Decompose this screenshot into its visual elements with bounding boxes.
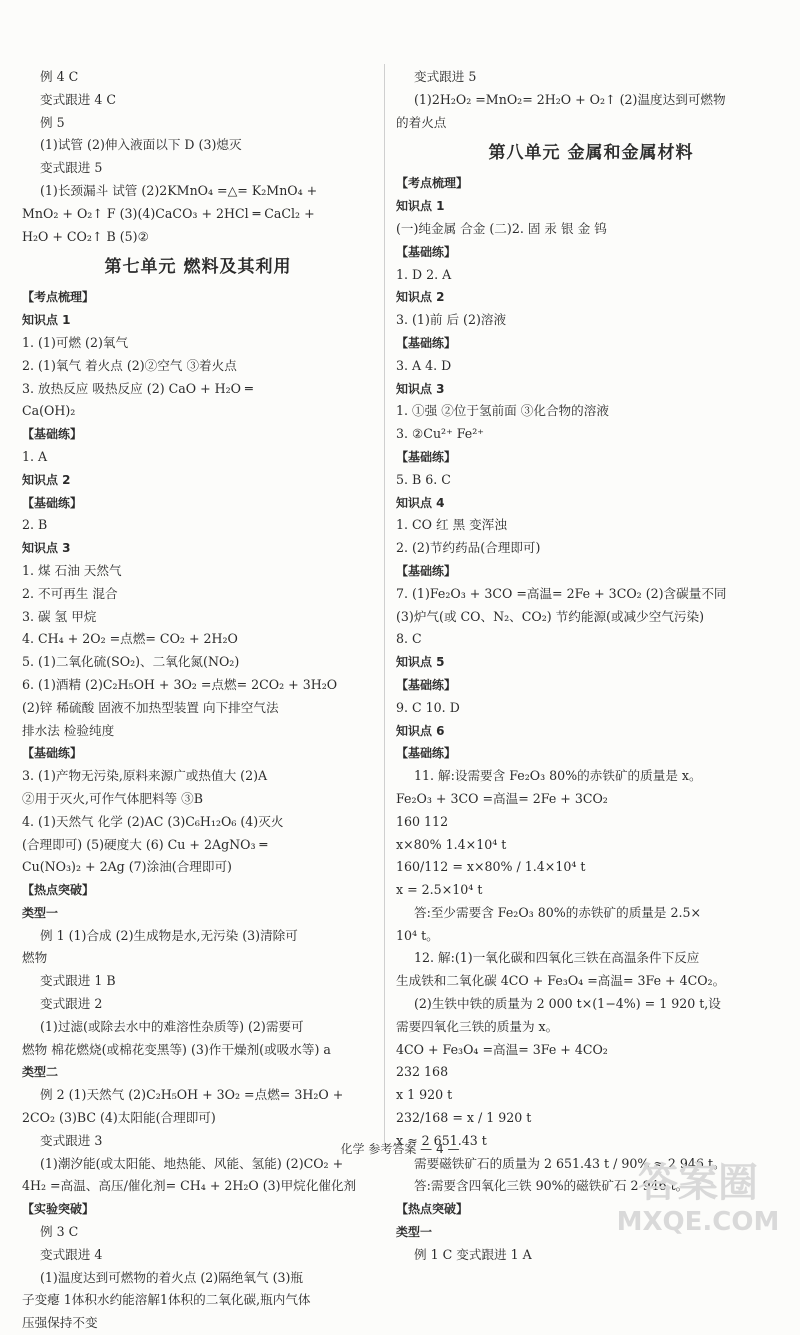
- answer-line: 232/168 = x / 1 920 t: [396, 1110, 532, 1126]
- section-header: 【基础练】: [396, 244, 457, 259]
- answer-line: 的着火点: [396, 114, 447, 130]
- answer-line: 变式跟进 4 C: [40, 91, 117, 107]
- answer-line: 2. (2)节约药品(合理即可): [396, 540, 541, 556]
- answer-line: 变式跟进 2: [40, 996, 103, 1012]
- answer-line: 例 5: [40, 114, 65, 130]
- answer-line: (3)炉气(或 CO、N₂、CO₂) 节约能源(或减少空气污染): [396, 608, 705, 624]
- answer-line: 变式跟进 4: [40, 1246, 103, 1262]
- right-column: [396, 66, 786, 1267]
- answer-line: (1)试管 (2)伸入液面以下 D (3)熄灭: [40, 137, 242, 153]
- answer-line: 变式跟进 1 B: [40, 973, 116, 989]
- answer-line: 例 3 C: [40, 1224, 79, 1240]
- answer-line: 1. 煤 石油 天然气: [22, 562, 122, 578]
- subsection-label: 类型一: [396, 1225, 433, 1240]
- answer-line: 变式跟进 3: [40, 1132, 103, 1148]
- answer-line: 1. ①强 ②位于氢前面 ③化合物的溶液: [396, 403, 609, 419]
- answer-line: x 1 920 t: [396, 1087, 453, 1103]
- answer-line: 例 4 C: [40, 69, 79, 84]
- answer-line: 6. (1)酒精 (2)C₂H₅OH + 3O₂ =点燃= 2CO₂ + 3H₂O: [22, 676, 338, 692]
- answer-line: (2)生铁中铁的质量为 2 000 t×(1−4%) = 1 920 t,设: [414, 996, 721, 1012]
- section-header: 【考点梳理】: [22, 290, 95, 305]
- unit-title: 第八单元 金属和金属材料: [488, 143, 694, 164]
- answer-line: 2CO₂ (3)BC (4)太阳能(合理即可): [22, 1110, 216, 1126]
- answer-line: 4H₂ =高温、高压/催化剂= CH₄ + 2H₂O (3)甲烷化催化剂: [22, 1178, 357, 1194]
- answer-line: 5. (1)二氧化硫(SO₂)、二氧化氮(NO₂): [22, 654, 240, 670]
- answer-line: 4CO + Fe₃O₄ =高温= 3Fe + 4CO₂: [396, 1041, 608, 1057]
- answer-line: 2. 不可再生 混合: [22, 585, 118, 601]
- subsection-label: 知识点 3: [22, 541, 71, 556]
- answer-line: 例 1 C 变式跟进 1 A: [414, 1246, 532, 1262]
- subsection-label: 知识点 3: [396, 381, 445, 396]
- answer-line: 变式跟进 5: [40, 160, 103, 176]
- column-divider: [384, 64, 385, 1144]
- answer-line: 燃物 棉花燃烧(或棉花变黑等) (3)作干燥剂(或吸水等) a: [22, 1041, 331, 1057]
- answer-line: 8. C: [396, 631, 422, 647]
- page-footer: 化学 参考答案 — 4 —: [340, 1142, 460, 1156]
- section-header: 【热点突破】: [396, 1202, 469, 1217]
- answer-line: (2)锌 稀硫酸 固液不加热型装置 向下排空气法: [22, 699, 279, 715]
- watermark-bottom-text: MXQE.COM: [616, 1207, 780, 1237]
- section-header: 【基础练】: [22, 427, 83, 442]
- answer-line: 排水法 检验纯度: [22, 722, 115, 738]
- answer-line: (1)温度达到可燃物的着火点 (2)隔绝氧气 (3)瓶: [40, 1269, 304, 1285]
- answer-line: 3. 放热反应 吸热反应 (2) CaO + H₂O ═: [22, 380, 253, 396]
- section-header: 【基础练】: [22, 746, 83, 761]
- answer-line: 需要四氧化三铁的质量为 x。: [396, 1018, 559, 1034]
- answer-line: 3. 碳 氢 甲烷: [22, 608, 97, 624]
- subsection-label: 类型二: [22, 1065, 59, 1080]
- watermark-top-text: 答案圈: [638, 1160, 758, 1206]
- answer-line: 1. D 2. A: [396, 266, 452, 282]
- answer-line: 燃物: [22, 950, 48, 966]
- answer-line: (1)过滤(或除去水中的难溶性杂质等) (2)需要可: [40, 1018, 304, 1034]
- answer-line: 压强保持不变: [22, 1315, 98, 1331]
- answer-line: 11. 解:设需要含 Fe₂O₃ 80%的赤铁矿的质量是 x。: [414, 768, 702, 784]
- answer-line: x ≈ 2 651.43 t: [396, 1132, 487, 1148]
- subsection-label: 知识点 2: [22, 472, 71, 487]
- answer-line: 生成铁和二氧化碳 4CO + Fe₃O₄ =高温= 3Fe + 4CO₂。: [396, 973, 726, 989]
- answer-line: 需要磁铁矿石的质量为 2 651.43 t / 90% ≈ 2 946 t。: [414, 1155, 726, 1171]
- answer-line: (1)2H₂O₂ =MnO₂= 2H₂O + O₂↑ (2)温度达到可燃物: [414, 91, 726, 107]
- answer-line: (1)潮汐能(或太阳能、地热能、风能、氢能) (2)CO₂ +: [40, 1155, 344, 1171]
- section-header: 【基础练】: [396, 335, 457, 350]
- subsection-label: 知识点 1: [396, 199, 445, 214]
- subsection-label: 知识点 4: [396, 495, 445, 510]
- subsection-label: 知识点 2: [396, 290, 445, 305]
- answer-line: 9. C 10. D: [396, 699, 460, 715]
- answer-line: 2. (1)氧气 着火点 (2)②空气 ③着火点: [22, 357, 237, 373]
- watermark-logo: [606, 1150, 786, 1240]
- answer-line: x = 2.5×10⁴ t: [396, 882, 483, 898]
- answer-line: 4. CH₄ + 2O₂ =点燃= CO₂ + 2H₂O: [22, 631, 238, 647]
- answer-line: 1. (1)可燃 (2)氧气: [22, 334, 129, 350]
- answer-line: 例 1 (1)合成 (2)生成物是水,无污染 (3)清除可: [40, 927, 298, 943]
- subsection-label: 知识点 5: [396, 655, 445, 670]
- unit-title: 第七单元 燃料及其利用: [104, 257, 292, 278]
- answer-line: 答:需要含四氧化三铁 90%的磁铁矿石 2 946 t。: [414, 1178, 689, 1194]
- section-header: 【基础练】: [396, 563, 457, 578]
- answer-line: (1)长颈漏斗 试管 (2)2KMnO₄ =△= K₂MnO₄ +: [40, 182, 318, 198]
- subsection-label: 知识点 6: [396, 723, 445, 738]
- answer-line: 1. A: [22, 448, 48, 464]
- answer-line: 7. (1)Fe₂O₃ + 3CO =高温= 2Fe + 3CO₂ (2)含碳量不同: [396, 585, 727, 601]
- answer-line: 1. CO 红 黑 变浑浊: [396, 517, 507, 533]
- section-header: 【实验突破】: [22, 1202, 95, 1217]
- answer-line: 2. B: [22, 517, 48, 533]
- answer-line: Cu(NO₃)₂ + 2Ag (7)涂油(合理即可): [22, 859, 232, 875]
- answer-line: Ca(OH)₂: [22, 403, 76, 419]
- section-header: 【基础练】: [396, 449, 457, 464]
- section-header: 【基础练】: [396, 746, 457, 761]
- section-header: 【热点突破】: [22, 883, 95, 898]
- answer-line: 160/112 = x×80% / 1.4×10⁴ t: [396, 859, 586, 875]
- answer-line: 3. (1)前 后 (2)溶液: [396, 312, 507, 328]
- answer-line: 10⁴ t。: [396, 927, 439, 943]
- answer-line: 例 2 (1)天然气 (2)C₂H₅OH + 3O₂ =点燃= 3H₂O +: [40, 1087, 344, 1103]
- answer-line: (一)纯金属 合金 (二)2. 固 汞 银 金 钨: [396, 220, 607, 236]
- answer-line: 3. A 4. D: [396, 357, 452, 373]
- answer-line: 子变瘪 1体积水约能溶解1体积的二氧化碳,瓶内气体: [22, 1292, 311, 1308]
- answer-line: 12. 解:(1)一氧化碳和四氧化三铁在高温条件下反应: [414, 950, 700, 966]
- answer-line: 3. (1)产物无污染,原料来源广或热值大 (2)A: [22, 768, 268, 784]
- answer-line: 4. (1)天然气 化学 (2)AC (3)C₆H₁₂O₆ (4)灭火: [22, 813, 284, 829]
- answer-line: 变式跟进 5: [414, 69, 477, 84]
- section-header: 【基础练】: [396, 677, 457, 692]
- answer-line: 5. B 6. C: [396, 471, 451, 487]
- section-header: 【基础练】: [22, 495, 83, 510]
- section-header: 【考点梳理】: [396, 176, 469, 191]
- answer-line: 3. ②Cu²⁺ Fe²⁺: [396, 426, 484, 442]
- answer-line: x×80% 1.4×10⁴ t: [396, 836, 507, 852]
- answer-line: MnO₂ + O₂↑ F (3)(4)CaCO₃ + 2HCl ═ CaCl₂ +: [22, 205, 315, 221]
- answer-line: 答:至少需要含 Fe₂O₃ 80%的赤铁矿的质量是 2.5×: [414, 904, 702, 920]
- answer-line: 160 112: [396, 813, 449, 829]
- answer-line: 232 168: [396, 1064, 449, 1080]
- subsection-label: 知识点 1: [22, 313, 71, 328]
- answer-line: H₂O + CO₂↑ B (5)②: [22, 228, 149, 244]
- subsection-label: 类型一: [22, 905, 59, 920]
- answer-line: ②用于灭火,可作气体肥料等 ③B: [22, 790, 203, 806]
- answer-line: Fe₂O₃ + 3CO =高温= 2Fe + 3CO₂: [396, 790, 608, 806]
- answer-line: (合理即可) (5)硬度大 (6) Cu + 2AgNO₃ ═: [22, 836, 268, 852]
